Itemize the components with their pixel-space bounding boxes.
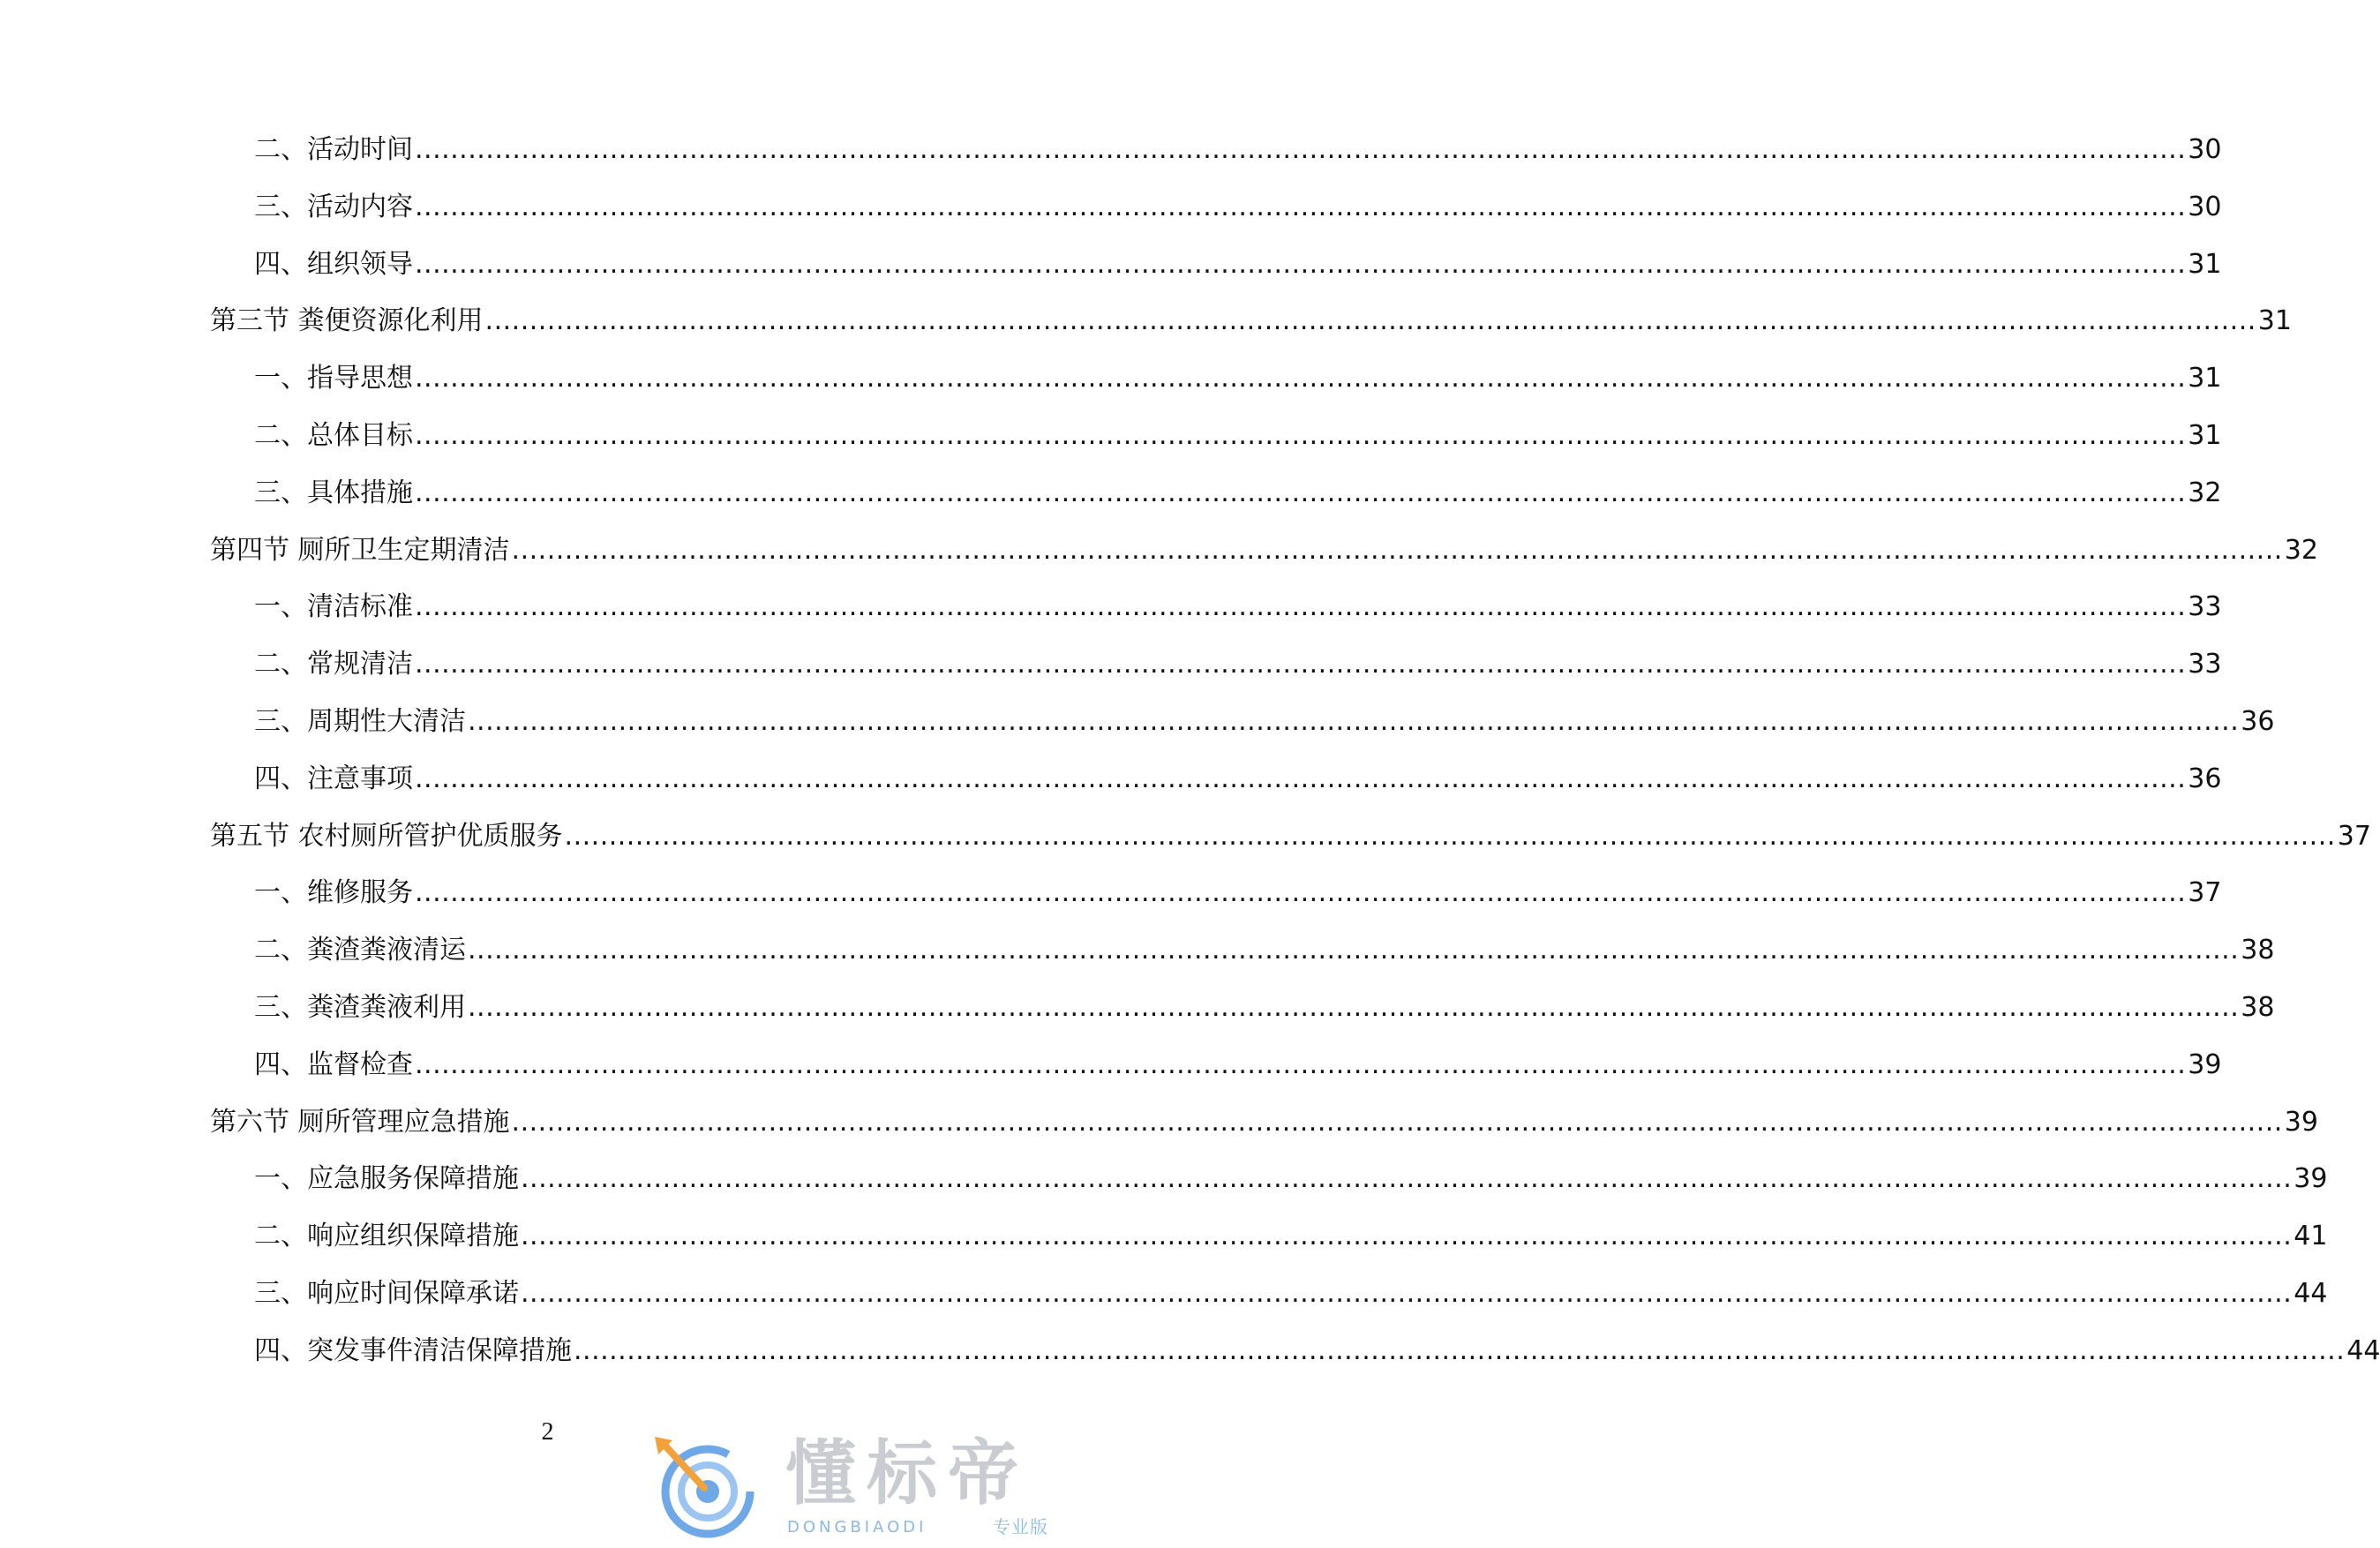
target-logo-icon: [653, 1435, 768, 1539]
toc-dot-leader: ........................................................................................................................................................................................................: [468, 935, 2240, 966]
toc-subsection-entry[interactable]: [254, 762, 2222, 797]
toc-entry-title: 二、常规清洁: [254, 649, 413, 680]
toc-dot-leader: ........................................................................................................................................................................................................: [468, 706, 2240, 737]
toc-subsection-entry[interactable]: [254, 1334, 2380, 1369]
toc-entry-title: 三、周期性大清洁: [254, 706, 466, 737]
toc-dot-leader: ........................................................................................................................................................................................................: [415, 477, 2187, 508]
toc-dot-leader: ........................................................................................................................................................................................................: [415, 134, 2187, 165]
toc-subsection-entry[interactable]: [254, 132, 2222, 168]
toc-entry-page: 31: [2257, 305, 2292, 337]
toc-dot-leader: ........................................................................................................................................................................................................: [415, 363, 2187, 395]
toc-subsection-entry[interactable]: [254, 1048, 2222, 1083]
toc-entry-title: 一、维修服务: [254, 877, 413, 909]
toc-subsection-entry[interactable]: [254, 647, 2222, 682]
watermark: [653, 1430, 1077, 1544]
watermark-brand: 懂标帝: [785, 1432, 1029, 1514]
toc-subsection-entry[interactable]: [254, 476, 2222, 511]
toc-entry-page: 30: [2188, 191, 2222, 222]
toc-dot-leader: ........................................................................................................................................................................................................: [564, 820, 2336, 852]
toc-entry-title: 三、活动内容: [254, 191, 413, 222]
toc-entry-page: 32: [2188, 477, 2222, 508]
toc-entry-page: 36: [2188, 763, 2222, 794]
toc-subsection-entry[interactable]: [254, 875, 2222, 911]
toc-entry-page: 31: [2188, 363, 2222, 395]
toc-entry-page: 38: [2241, 992, 2275, 1023]
toc-section-entry[interactable]: [210, 304, 2292, 339]
toc-dot-leader: ........................................................................................................................................................................................................: [574, 1334, 2346, 1366]
toc-dot-leader: ........................................................................................................................................................................................................: [415, 763, 2187, 794]
toc-subsection-entry[interactable]: [254, 1161, 2328, 1197]
toc-subsection-entry[interactable]: [254, 247, 2222, 282]
toc-entry-title: 四、突发事件清洁保障措施: [254, 1334, 572, 1366]
toc-dot-leader: ........................................................................................................................................................................................................: [521, 1221, 2293, 1252]
toc-section-entry[interactable]: [210, 533, 2318, 568]
toc-entry-title: 四、注意事项: [254, 763, 413, 794]
toc-entry-title: 第四节 厕所卫生定期清洁: [210, 534, 510, 566]
toc-subsection-entry[interactable]: [254, 1276, 2328, 1311]
toc-entry-title: 第六节 厕所管理应急措施: [210, 1106, 510, 1138]
toc-entry-title: 三、粪渣粪液利用: [254, 992, 466, 1023]
toc-dot-leader: ........................................................................................................................................................................................................: [415, 877, 2187, 909]
toc-entry-page: 36: [2241, 706, 2275, 737]
toc-dot-leader: ........................................................................................................................................................................................................: [415, 420, 2187, 451]
page-number: 2: [541, 1418, 554, 1446]
toc-entry-title: 第三节 粪便资源化利用: [210, 305, 484, 337]
toc-entry-page: 31: [2188, 248, 2222, 280]
toc-entry-title: 二、总体目标: [254, 420, 413, 451]
toc-dot-leader: ........................................................................................................................................................................................................: [415, 1048, 2187, 1080]
toc-dot-leader: ........................................................................................................................................................................................................: [511, 534, 2283, 566]
toc-entry-title: 三、响应时间保障承诺: [254, 1278, 519, 1309]
toc-entry-title: 一、应急服务保障措施: [254, 1163, 519, 1195]
toc-dot-leader: ........................................................................................................................................................................................................: [511, 1106, 2283, 1138]
toc-dot-leader: ........................................................................................................................................................................................................: [415, 649, 2187, 680]
toc-subsection-entry[interactable]: [254, 704, 2275, 740]
toc-entry-page: 39: [2294, 1163, 2328, 1195]
toc-entry-page: 31: [2188, 420, 2222, 451]
toc-entry-title: 二、活动时间: [254, 134, 413, 165]
toc-entry-title: 一、指导思想: [254, 363, 413, 395]
toc-entry-page: 44: [2294, 1278, 2328, 1309]
toc-entry-title: 三、具体措施: [254, 477, 413, 508]
toc-dot-leader: ........................................................................................................................................................................................................: [521, 1163, 2293, 1195]
toc-entry-page: 32: [2284, 534, 2318, 566]
toc-dot-leader: ........................................................................................................................................................................................................: [521, 1278, 2293, 1309]
toc-subsection-entry[interactable]: [254, 190, 2222, 225]
toc-entry-title: 四、监督检查: [254, 1048, 413, 1080]
toc-section-entry[interactable]: [210, 1105, 2318, 1140]
toc-entry-page: 41: [2294, 1221, 2328, 1252]
toc-subsection-entry[interactable]: [254, 933, 2275, 968]
toc-entry-page: 37: [2188, 877, 2222, 909]
watermark-subtitle: DONGBIAODI: [787, 1518, 927, 1537]
toc-entry-page: 33: [2188, 649, 2222, 680]
watermark-edition: 专业版: [993, 1516, 1048, 1537]
toc-entry-title: 二、粪渣粪液清运: [254, 935, 466, 966]
toc-entry-page: 39: [2188, 1048, 2222, 1080]
toc-subsection-entry[interactable]: [254, 418, 2222, 454]
toc-entry-page: 44: [2346, 1334, 2380, 1366]
toc-dot-leader: ........................................................................................................................................................................................................: [415, 191, 2187, 222]
toc-dot-leader: ........................................................................................................................................................................................................: [484, 305, 2256, 337]
toc-entry-page: 39: [2284, 1106, 2318, 1138]
toc-entry-page: 37: [2337, 820, 2371, 852]
toc-dot-leader: ........................................................................................................................................................................................................: [468, 992, 2240, 1023]
toc-subsection-entry[interactable]: [254, 1219, 2328, 1254]
toc-dot-leader: ........................................................................................................................................................................................................: [415, 591, 2187, 623]
toc-entry-page: 38: [2241, 935, 2275, 966]
toc-entry-title: 二、响应组织保障措施: [254, 1221, 519, 1252]
toc-dot-leader: ........................................................................................................................................................................................................: [415, 248, 2187, 280]
toc-entry-page: 33: [2188, 591, 2222, 623]
toc-entry-title: 第五节 农村厕所管护优质服务: [210, 820, 563, 852]
toc-section-entry[interactable]: [210, 819, 2371, 854]
toc-entry-title: 四、组织领导: [254, 248, 413, 280]
toc-subsection-entry[interactable]: [254, 590, 2222, 625]
toc-entry-title: 一、清洁标准: [254, 591, 413, 623]
toc-entry-page: 30: [2188, 134, 2222, 165]
toc-subsection-entry[interactable]: [254, 990, 2275, 1026]
toc-subsection-entry[interactable]: [254, 361, 2222, 396]
